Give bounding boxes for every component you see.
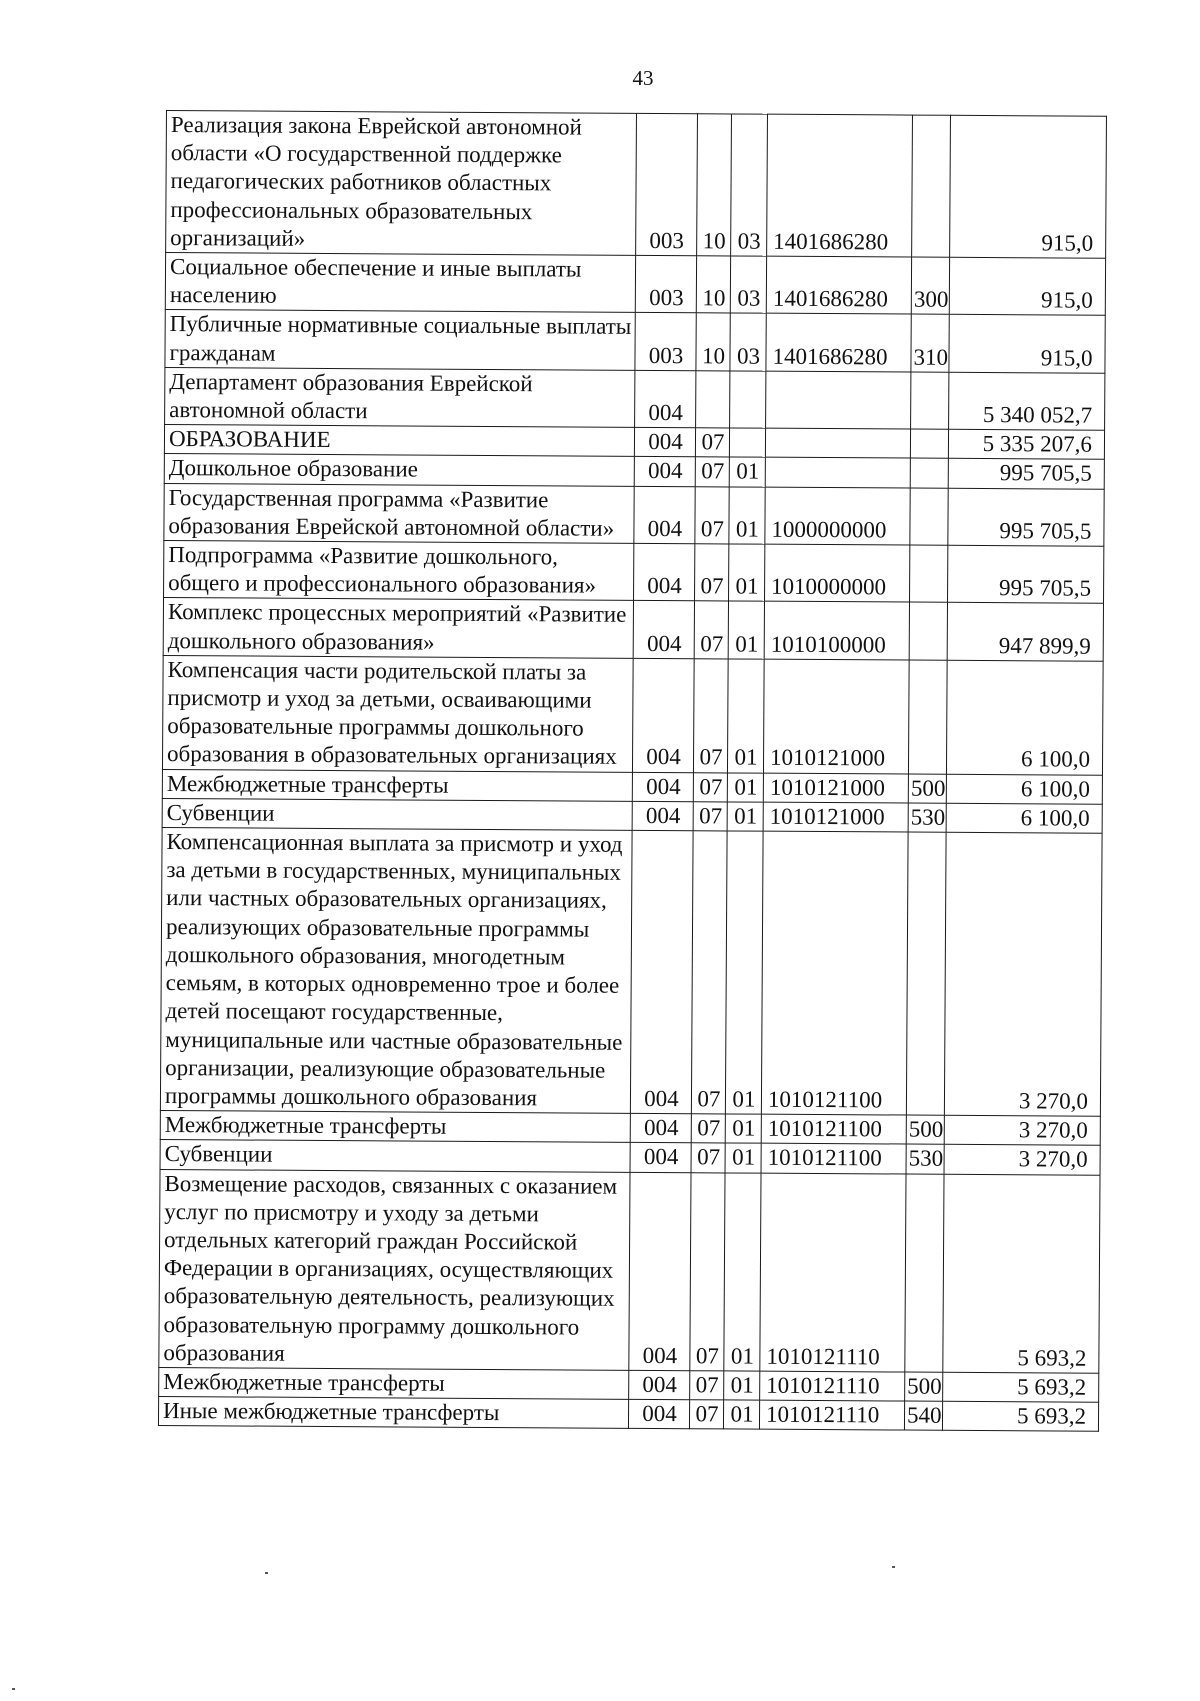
table-row [163,598,1103,661]
row-tsr [766,371,911,429]
row-rz: 07 [695,544,729,602]
row-tsr [765,458,910,488]
row-pr: 01 [727,773,763,802]
row-tsr: 1010121110 [760,1173,906,1372]
row-vr: 310 [911,314,949,372]
row-pr: 01 [727,659,764,773]
row-vr [906,832,946,1115]
row-sum: 5 340 052,7 [949,372,1105,430]
row-pr [729,428,765,457]
row-sum: 995 705,5 [948,459,1104,489]
row-pr: 03 [731,114,768,256]
row-pr: 01 [724,1371,760,1400]
row-pr: 01 [729,544,765,602]
row-gr: 004 [634,428,695,458]
row-gr: 003 [635,313,696,371]
table-row [164,541,1104,604]
row-name: Компенсация части родительской платы за присмотр и уход за детьми, осваивающими образовательные программы дошкольного образования в образовательных организациях [162,655,633,772]
row-gr: 004 [630,1113,691,1143]
row-sum: 5 693,2 [943,1174,1100,1373]
row-name: ОБРАЗОВАНИЕ [164,425,634,457]
row-vr [911,372,949,430]
row-vr: 540 [904,1401,942,1430]
row-rz: 07 [691,1114,725,1143]
row-vr [910,458,948,487]
table-row [165,310,1105,373]
row-vr: 500 [908,774,946,803]
row-rz [696,371,730,429]
table-row [159,1169,1100,1373]
row-vr [908,660,947,774]
row-gr: 004 [628,1399,689,1429]
row-name: Компенсационная выплата за присмотр и уход за детьми в государственных, муниципальных или частных образовательных организациях, реализующих образовательные программы дошкольного образования, многодетным семьям, в которых одновременно трое и более детей посещают государственные, муниципальные или частные образовательные организации, реализующие образовательные программы дошкольного образования [160,828,632,1114]
scan-speck [12,1688,15,1690]
row-rz: 07 [693,772,727,801]
table-row [158,1397,1098,1432]
row-pr: 01 [728,601,764,659]
row-name: Возмещение расходов, связанных с оказанием услуг по присмотру и уходу за детьми отдельных категорий граждан Российской Федерации в организациях, осуществляющих образовательную деятельность, реализующих образовательную программу дошкольного образования [159,1169,630,1370]
row-sum: 3 270,0 [944,1145,1100,1175]
row-name: Межбюджетные трансферты [160,1111,630,1143]
row-sum: 6 100,0 [946,660,1103,775]
row-gr: 004 [632,801,693,831]
scan-speck [265,1572,268,1574]
row-rz: 07 [695,428,729,457]
row-sum: 995 705,5 [948,545,1104,603]
row-name: Комплекс процессных мероприятий «Развитие дошкольного образования» [163,598,633,658]
row-sum: 915,0 [950,115,1107,258]
row-sum: 5 335 207,6 [948,430,1104,460]
row-name: Межбюджетные трансферты [162,769,632,801]
row-pr: 03 [730,313,766,371]
row-name: Реализация закона Еврейской автономной области «О государственной поддержке педагогических работников областных профессиональных образовательных организаций» [166,111,637,256]
row-rz: 10 [697,114,732,256]
row-name: Департамент образования Еврейской автономной области [165,367,635,427]
row-pr [730,371,766,429]
row-sum: 995 705,5 [948,488,1104,546]
row-pr: 01 [729,457,765,486]
row-vr: 530 [908,803,946,832]
row-rz: 07 [690,1371,724,1400]
row-tsr: 1010121000 [763,802,908,832]
row-sum: 6 100,0 [946,803,1102,833]
table-row [160,828,1102,1117]
row-pr: 01 [727,802,763,831]
row-pr: 03 [730,256,766,314]
row-rz: 07 [693,659,728,773]
row-gr: 004 [634,486,695,544]
row-rz: 10 [696,256,730,314]
row-name: Дошкольное образование [164,454,634,486]
row-tsr: 1010121100 [761,831,908,1115]
row-sum: 3 270,0 [944,1115,1100,1145]
row-sum: 947 899,9 [947,603,1103,661]
row-name: Публичные нормативные социальные выплаты гражданам [165,310,635,370]
table-row [162,655,1103,775]
row-tsr: 1010121100 [761,1114,906,1144]
row-gr: 003 [635,255,696,313]
row-sum: 915,0 [949,257,1105,315]
table-row [165,253,1105,316]
row-pr: 01 [725,1143,761,1172]
row-vr: 530 [906,1144,944,1173]
row-name: Подпрограмма «Развитие дошкольного, общего и профессионального образования» [164,541,634,601]
row-name: Социальное обеспечение и иные выплаты населению [165,253,635,313]
row-name: Иные межбюджетные трансферты [158,1397,628,1429]
row-tsr: 1010121110 [759,1400,904,1430]
row-vr [910,488,948,546]
row-tsr: 1010121000 [763,659,909,774]
row-tsr: 1000000000 [765,487,910,545]
row-tsr: 1010121110 [760,1371,905,1401]
row-vr: 500 [905,1372,943,1401]
row-gr: 004 [634,543,695,601]
row-name: Межбюджетные трансферты [159,1367,629,1399]
row-tsr: 1010121100 [761,1143,906,1173]
row-rz: 07 [694,601,728,659]
row-name: Субвенции [160,1140,630,1172]
row-gr: 004 [632,658,694,772]
row-rz: 10 [696,313,730,371]
row-gr: 004 [630,830,693,1113]
row-tsr: 1401686280 [766,256,911,314]
row-sum: 3 270,0 [944,832,1102,1116]
row-rz: 07 [693,802,727,831]
row-tsr: 1010100000 [764,602,909,660]
row-pr: 01 [723,1400,759,1429]
row-rz: 07 [691,1143,725,1172]
row-vr: 300 [911,257,949,315]
row-tsr: 1401686280 [767,114,913,257]
table-row [166,111,1107,259]
row-name: Субвенции [162,798,632,830]
row-pr: 01 [725,831,763,1114]
row-sum: 5 693,2 [943,1372,1099,1402]
row-vr: 500 [906,1115,944,1144]
row-gr: 003 [636,113,698,255]
row-pr: 01 [729,487,765,545]
row-pr: 01 [724,1172,761,1371]
row-tsr [765,428,910,458]
row-rz: 07 [690,1172,725,1371]
budget-table-body [158,111,1106,1432]
row-gr: 004 [629,1370,690,1400]
row-gr: 004 [632,772,693,802]
row-gr: 004 [634,457,695,487]
row-tsr: 1010000000 [765,544,910,602]
row-pr: 01 [725,1114,761,1143]
row-vr [909,603,947,661]
row-vr [910,429,948,458]
row-sum: 5 693,2 [942,1401,1098,1431]
row-vr [912,115,951,257]
row-gr: 004 [633,601,694,659]
row-tsr: 1401686280 [766,314,911,372]
table-row [164,483,1104,546]
page-number: 43 [632,66,654,90]
row-name: Государственная программа «Развитие образования Еврейской автономной области» [164,483,634,543]
row-vr [905,1174,944,1373]
row-gr: 004 [635,370,696,428]
row-vr [910,545,948,603]
row-rz: 07 [695,486,729,544]
scan-speck [892,1566,895,1568]
row-rz: 07 [689,1400,723,1429]
row-sum: 915,0 [949,315,1105,373]
table-row [165,367,1105,430]
budget-table [158,110,1107,1432]
row-rz: 07 [695,457,729,486]
row-rz: 07 [691,831,727,1114]
row-gr: 004 [629,1172,691,1371]
row-sum: 6 100,0 [946,774,1102,804]
row-tsr: 1010121000 [763,773,908,803]
row-gr: 004 [630,1143,691,1173]
